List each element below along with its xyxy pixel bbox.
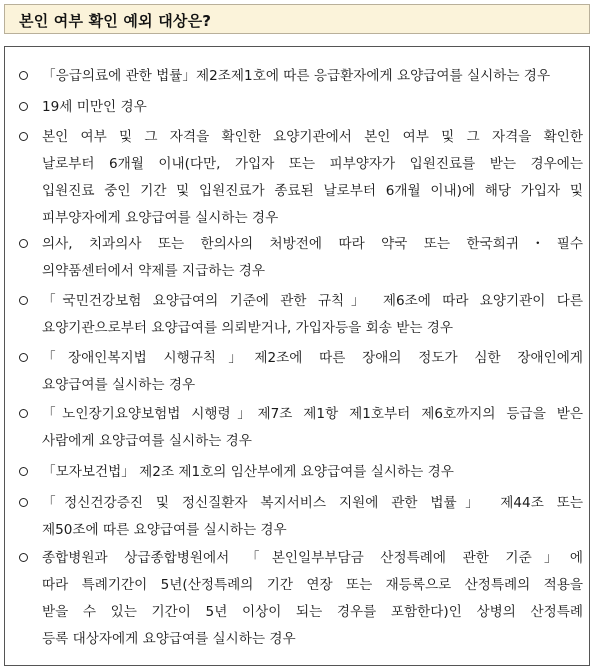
circle-bullet-icon [19,553,28,562]
list-item-text: 본인 여부 및 그 자격을 확인한 요양기관에서 본인 여부 및 그 자격을 확인한 [42,129,583,145]
list-item-text: 의약품센터에서 약제를 지급하는 경우 [42,263,266,279]
list-item-text: 「정신건강증진 및 정신질환자 복지서비스 지원에 관한 법률」 제44조 또는 [42,495,583,511]
list-item-text: 「노인장기요양보험법 시행령」제7조 제1항 제1호부터 제6호까지의 등급을 받은 [42,406,583,422]
list-item-text: 피부양자에게 요양급여를 실시하는 경우 [42,210,279,226]
list-item-text: 의사, 치과의사 또는 한의사의 처방전에 따라 약국 또는 한국희귀・필수 [42,236,583,252]
content-box [4,46,590,666]
list-item-text: 제50조에 따른 요양급여를 실시하는 경우 [42,522,287,538]
circle-bullet-icon [19,467,28,476]
circle-bullet-icon [19,71,28,80]
circle-bullet-icon [19,498,28,507]
circle-bullet-icon [19,409,28,418]
circle-bullet-icon [19,132,28,141]
circle-bullet-icon [19,353,28,362]
list-item-text: 요양기관으로부터 요양급여를 의뢰받거나, 가입자등을 회송 받는 경우 [42,320,454,336]
title-box [4,4,590,34]
list-item-text: 종합병원과 상급종합병원에서 「본인일부부담금 산정특례에 관한 기준」에 [42,550,583,566]
list-item-text: 따라 특례기간이 5년(산정특례의 기간 연장 또는 재등록으로 산정특례의 적용을 [42,577,583,593]
list-item-text: 「국민건강보험 요양급여의 기준에 관한 규칙」 제6조에 따라 요양기관이 다른 [42,293,583,309]
list-item-text: 「응급의료에 관한 법률」제2조제1호에 따른 응급환자에게 요양급여를 실시하는 경우 [42,68,551,84]
list-item-text: 19세 미만인 경우 [42,99,147,115]
circle-bullet-icon [19,239,28,248]
list-item-text: 「장애인복지법 시행규칙」제2조에 따른 장애의 정도가 심한 장애인에게 [42,350,583,366]
list-item-text: 입원진료 중인 기간 및 입원진료가 종료된 날로부터 6개월 이내)에 해당 가입자 및 [42,183,583,199]
list-item-text: 요양급여를 실시하는 경우 [42,377,196,393]
list-item-text: 등록 대상자에게 요양급여를 실시하는 경우 [42,631,296,647]
circle-bullet-icon [19,102,28,111]
list-item-text: 「모자보건법」 제2조 제1호의 임산부에게 요양급여를 실시하는 경우 [42,464,454,480]
list-item-text: 사람에게 요양급여를 실시하는 경우 [42,433,252,449]
list-item-text: 날로부터 6개월 이내(다만, 가입자 또는 피부양자가 입원진료를 받는 경우에는 [42,156,583,172]
circle-bullet-icon [19,296,28,305]
list-item-text: 받을 수 있는 기간이 5년 이상이 되는 경우를 포함한다)인 상병의 산정특례 [42,604,583,620]
page-title: 본인 여부 확인 예외 대상은? [19,12,212,30]
